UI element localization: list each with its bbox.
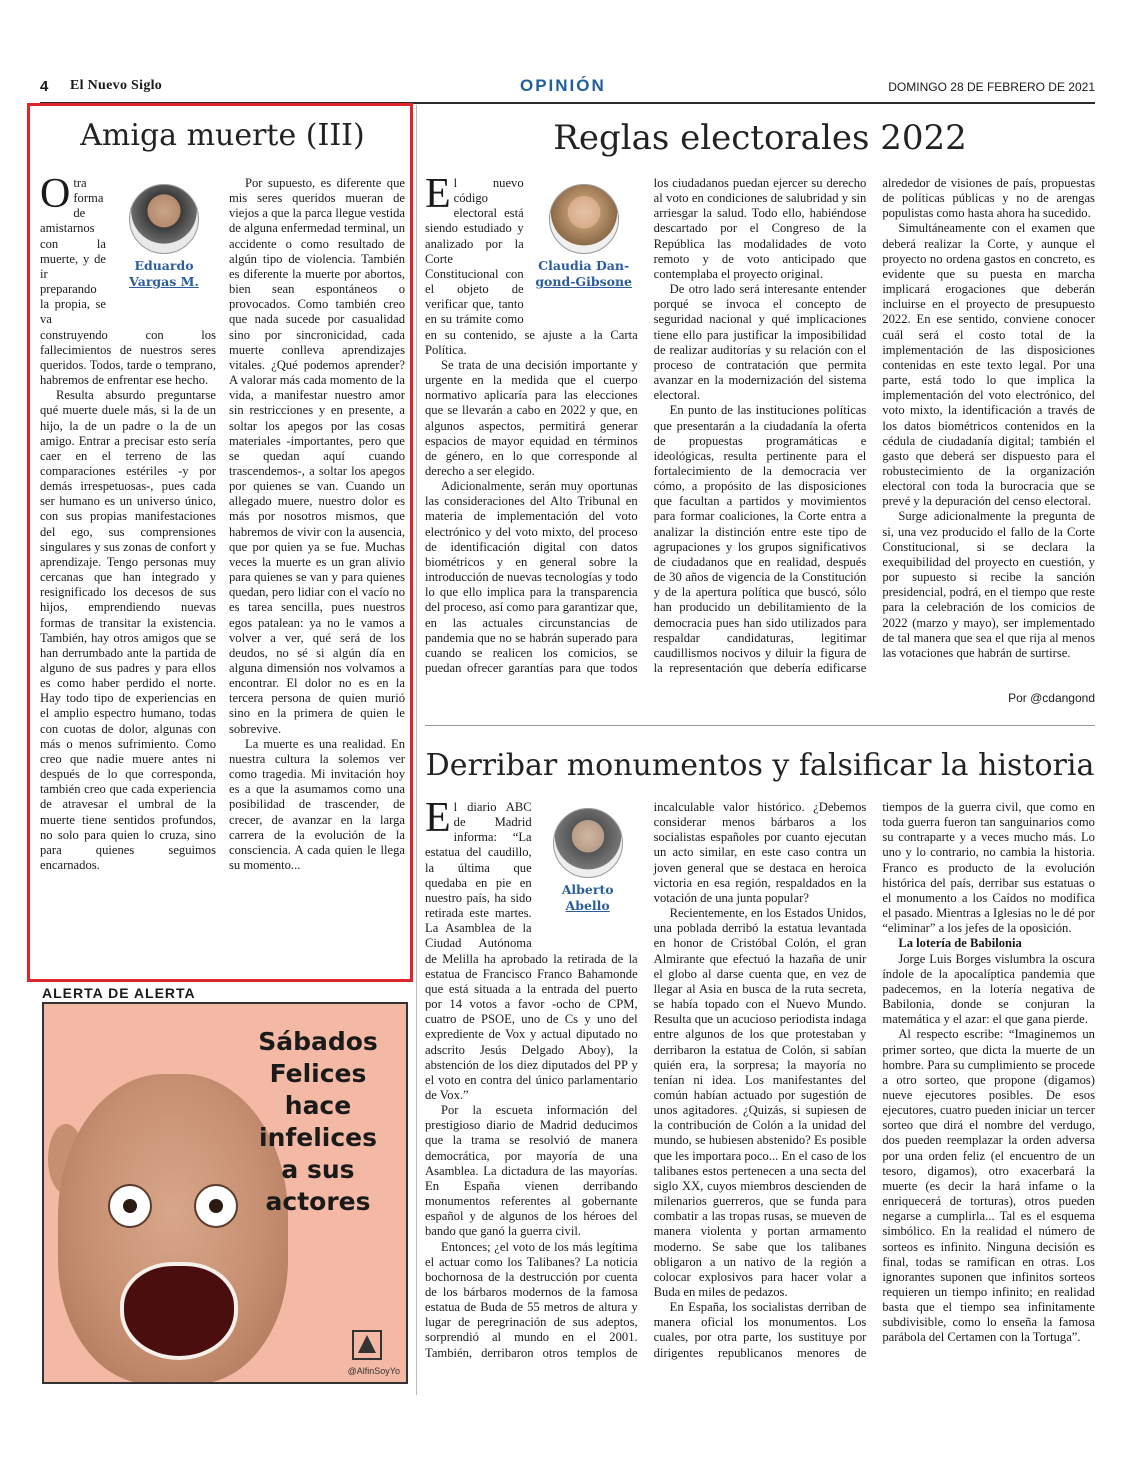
- author-name-line1: Claudia Dan-: [538, 258, 630, 273]
- author-name-line2: Abello: [565, 898, 610, 913]
- paragraph: Por la escueta información del prestigioso diario de Madrid deducimos que la trama se resolvió de manera democrática, por mayoría de una Asamblea. La dictadura de las mayorías. En España vienen derribando monumentos referentes al gobernante español y de algunos de los héroes del bando que ganó la guerra civil.: [425, 1103, 638, 1239]
- paragraph: Por supuesto, es diferente que mis seres queridos mueran de viejos a que la parca llegue vestida de alguna enfermedad terminal, un accidente o como resultado de algún tipo de violencia. También es diferente la muerte por abortos, bien sean espontáneos o provocados. Como también creo que nada sucede por casualidad sino por sincronicidad, cada muerte conlleva aprendizajes vitales. ¿Qué podemos aprender? A valorar más cada momento de la vida, a manifestar nuestro amor sin restricciones y en presente, a soltar los apegos por las cosas materiales -importantes, pero que se quedan aquí cuando trascendemos-, a soltar los apegos por quienes se van. Cuando un allegado muere, nuestro dolor es más por nosotros mismos, que habremos de vivir con la ausencia, que por quien ya se fue. Muchas veces la muerte es un gran alivio para quienes se van y para quienes quedan, pero lidiar con el vacío no es tarea sencilla, pues nuestros egos patalean: ya no le vamos a volver a ver, qué será de los deudos, no sé si algún día en alguna dimensión nos volvamos a encontrar. El dolor no es en la tercera persona de quien murió sino en la primera de quien le sobrevive.: [229, 176, 405, 736]
- paragraph: Se trata de una decisión importante y urgente en la medida que el cuerpo normativo aplicaría para las elecciones que se llevarán a cabo en 2022 y que, en algunos aspectos, permitirá generar espacios de mayor equidad en términos de género, en lo que corresponde al derecho a ser elegido.: [425, 357, 638, 478]
- paragraph: Entonces; ¿el voto de los más legítima el actuar como los Talibanes? La noticia bochornosa de la destrucción por cuenta de los bárbaros modernos de la famosa estatua de Buda de 55 metros de altura y lugar de peregrinación de sus adeptos, sorprendió al mundo en el 2001. También, derribaron otros templos de incalculable valor histórico. ¿Debemos considerar menos bárbaros a los socialistas españoles por cuanto ejecutan un acto similar, en este caso contra un joven general que se destaca en heroica victoria en esa región, respaldados en la votación de una junta popular?: [425, 800, 867, 1360]
- paragraph: Jorge Luis Borges vislumbra la oscura índole de la apocalíptica pandemia que padecemos, en la lotería negativa de Babilonia, donde se conjuran la matemática y el azar: el que gana pierde.: [882, 951, 1095, 1027]
- drop-cap: O: [40, 176, 71, 217]
- page-number: 4: [40, 78, 49, 95]
- author-box-alberto: [538, 800, 638, 938]
- article-separator: [425, 725, 1095, 726]
- author-name-line1: Alberto: [561, 882, 614, 897]
- mouth: [120, 1262, 238, 1360]
- article-title-reglas-electorales: Reglas electorales 2022: [553, 118, 967, 158]
- highlight-frame: [27, 103, 413, 982]
- article-title-derribar-monumentos: Derribar monumentos y falsificar la historia: [425, 748, 1095, 783]
- drop-cap: E: [425, 800, 451, 841]
- issue-date: DOMINGO 28 DE FEBRERO DE 2021: [888, 80, 1095, 94]
- paragraph: Otra forma de amistarnos con la muerte, y de ir preparando la propia, se va construyendo con los fallecimientos de nuestros seres queridos. Todos, tarde o temprano, habremos de enfrentar ese hecho.: [40, 176, 216, 388]
- subheading: La lotería de Babilonia: [898, 936, 1022, 951]
- author-photo: [549, 184, 619, 254]
- newspaper-name: El Nuevo Siglo: [70, 78, 163, 93]
- paragraph: En España, los socialistas derriban de manera oficial los monumentos. Los cuales, por otra parte, los sustituye por dirigentes republicanos menores de tiempos de la guerra civil, que como en toda guerra fueron tan sanguinarios como su contraparte y a veces mucho más. Lo uno y lo contrario, no cambia la historia. Franco es producto de la evolución histórica del país, derribar sus estatuas o el monumento a los Caídos no modifica el pasado. Mientras a Iglesias no le dé por “eliminar” a los jefes de la oposición.: [653, 800, 1095, 1360]
- article-body-derribar-monumentos: [425, 800, 1095, 1390]
- paragraph: Recientemente, en los Estados Unidos, una poblada derribó la estatua levantada en honor de Cristóbal Colón, el gran Almirante que efectuó la hazaña de unir el globo al darse cuenta que, en vez de llegar al Asia en busca de la ruta secreta, se había topado con el Nuevo Mundo. Resulta que un acucioso periodista indaga entre algunos de los que protestaban y derribaron la estatua de Colón, si sabían quién era, la sorpresa; la mayoría no tenían ni idea. Los manifestantes del común habían actuado por sugestión de unos agitadores. ¿Quizás, si supiesen de la contribución de Colón a la unidad del mundo, se hubiesen abstenido? Es posible que les importara poco... En el caso de los talibanes estos pertenecen a una secta del siglo XX, cuyos miembros descienden de milenarios guerreros, que se funda para combatir a las tropas rusas, se mueven de manera violenta y portan armamento moderno. Se sabe que los talibanes obligaron a un nativo de la región a colocar explosivos para hacer volar a Buda en miles de pedazos.: [653, 906, 867, 1299]
- paragraph: El diario ABC de Madrid informa: “La estatua del caudillo, la última que quedaba en pie en nuestro país, ha sido retirada este martes. La Asamblea de la Ciudad Autónoma de Melilla ha aprobado la retirada de la estatua de Francisco Franco Bahamonde que está situada a la entrada del puerto por 14 votos a favor -ocho de CPM, cuatro de PSOE, uno de Cs y uno del exprediente de Vox y actual diputado no adscrito Jesús Delgado Aboy), la abstención de los diez diputados del PP y el voto en contra del único parlamentario de Vox.”: [425, 800, 638, 1102]
- article-title-amiga-muerte: Amiga muerte (III): [80, 118, 365, 153]
- paragraph: Resulta absurdo preguntarse qué muerte duele más, si la de un hijo, la de un padre o la de un amigo. Entrar a precisar esto sería caer en el terreno de las comparaciones estériles -y por demás irrespetuosas-, pues cada ser humano es un universo único, con sus propias manifestaciones del ego, sus comprensiones singulares y sus zonas de confort y aprendizaje. Tengo personas muy cercanas que han integrado y resignificado los decesos de sus hijos, emprendiendo nuevas formas de transitar la existencia. También, hay otros amigos que se han derrumbado ante la partida de alguno de sus padres y para ellos es como haber perdido el norte. Hay todo tipo de experiencias en el amplio espectro humano, todas con cuotas de dolor, algunas con más o menos sufrimiento. Como creo que nadie muere antes ni después de lo que corresponda, también creo que cada experiencia de atravesar el umbral de la muerte tiene sentidos profundos, no solo para quien lo cruza, sino para quienes seguimos encarnados.: [40, 388, 216, 873]
- artist-logo-icon: [352, 1330, 382, 1360]
- author-name-line2: gond-Gibsone: [535, 274, 632, 289]
- eye-left: [108, 1184, 152, 1228]
- paragraph: En punto de las instituciones políticas que presentarán a la ciudadanía la oferta de propuestas programáticas e ideológicas, resulta pertinente para el fortalecimiento de la democracia ver cómo, a propósito de las disposiciones que facultan a partidos y movimientos para formar coaliciones, la Corte entra a analizar la distinción entre este tipo de agrupaciones y los grupos significativos de ciudadanos que en realidad, después de 30 años de vigencia de la Constitución y de la apertura política que buscó, sólo han producido un debilitamiento de la democracia pues han sido utilizados para respaldar candidaturas, legitimar caudillismos nocivos y diluir la figura de la representación que debería edificarse alrededor de visiones de país, propuestas de políticas públicas y no de arengas populistas como hasta ahora ha sucedido.: [653, 176, 1095, 675]
- cartoon-image: [42, 1002, 408, 1384]
- author-name-line2: Vargas M.: [129, 274, 199, 289]
- paragraph: Al respecto escribe: “Imaginemos un primer sorteo, que dicta la muerte de un hombre. Para su cumplimiento se procede a otro sorteo, que propone (digamos) nueve ejecutores posibles. De esos ejecutores, cuatro pueden iniciar un tercer sorteo que dirá el nombre del verdugo, dos pueden reemplazar la orden adversa por una orden feliz (el encuentro de un tesoro, digamos), otro exacerbará la muerte (es decir la hará infame o la enriquecerá de torturas), otros pueden negarse a cumplirla... Tal es el esquema simbólico. En la realidad el número de sorteos es infinito. Ninguna decisión es final, todas se ramifican en otras. Los ignorantes suponen que infinitos sorteos requieren un tiempo infinito; en realidad basta que el tiempo sea infinitamente subdivisible, como lo enseña la famosa parábola del Certamen con la Tortuga”.: [882, 1027, 1095, 1345]
- author-photo: [553, 808, 623, 878]
- article-body-reglas-electorales: [425, 176, 1095, 686]
- paragraph: De otro lado será interesante entender porqué se invoca el concepto de seguridad nacional y qué implicaciones tiene ello para justificar la imposibilidad de realizar auditorías y su relación con el proceso de contratación que permita avanzar en la modernización del sistema electoral.: [653, 282, 867, 403]
- drop-cap: E: [425, 176, 451, 217]
- author-box-claudia: [530, 176, 638, 314]
- cartoon-credit: @AlfinSoyYo: [347, 1366, 400, 1376]
- byline-twitter: Por @cdangond: [1008, 691, 1095, 705]
- page-header: [40, 78, 1095, 102]
- cartoon-section-title: ALERTA DE ALERTA: [42, 985, 196, 1001]
- paragraph: El nuevo código electoral está siendo estudiado y analizado por la Corte Constitucional con el objeto de verificar que, tanto en su trámite como en su contenido, se ajuste a la Carta Política.: [425, 176, 638, 357]
- section-title: OPINIÓN: [520, 76, 606, 95]
- paragraph: Adicionalmente, serán muy oportunas las consideraciones del Alto Tribunal en materia de implementación del voto electrónico y del voto mixto, del proceso de identificación digital con datos biométricos y en general sobre la introducción de nuevas tecnologías y todo lo que ello implica para la transparencia del proceso, así como para garantizar que, en las actuales circunstancias de pandemia que no se habrán superado para cuando se realicen los comicios, se puedan ofrecer garantías para que todos los ciudadanos puedan ejercer su derecho al voto en condiciones de salubridad y sin arriesgar la salud. Todo ello, habiéndose descartado por el Congreso de la República las modalidades de voto remoto y de voto anticipado que contemplaba el proyecto original.: [425, 176, 867, 675]
- column-divider: [416, 105, 417, 1395]
- paragraph: Simultáneamente con el examen que deberá realizar la Corte, y aunque el proyecto no ordena gastos en concreto, es evidente que su puesta en marcha implicará erogaciones que deberán incluirse en el proyecto de presupuesto 2022. En ese sentido, conviene conocer cuál será el costo total de la implementación de las disposiciones contenidas en este texto legal. Por una parte, está todo lo que implica la implementación del voto electrónico, del voto mixto, la identificación a través de los datos biométricos contenidos en la cédula de ciudadanía digital; también el gasto que deberá ser dispuesto para el robustecimiento de la organización electoral con toda la burocracia que se prevé y la depuración del censo electoral.: [882, 221, 1095, 509]
- author-name-line1: Eduardo: [134, 258, 194, 273]
- paragraph: La muerte es una realidad. En nuestra cultura la solemos ver como tragedia. Mi invitación hoy es a que la asumamos como una posibilidad de trascender, de crecer, de avanzar en la larga carrera de la evolución de la consciencia. A cada quien le llega su momento...: [229, 736, 405, 873]
- cartoon-caption: Sábados Felices hace infelices a sus actores: [258, 1027, 378, 1216]
- eye-right: [194, 1184, 238, 1228]
- paragraph: Surge adicionalmente la pregunta de si, una vez producido el fallo de la Corte Constitucional, si se declara la exequibilidad del proyecto en cuestión, y por supuesto si recibe la sanción presidencial, podrá, en el tiempo que reste para la celebración de los comicios de 2022 (marzo y mayo), ser implementado de tal manera que sea el que rija al menos las votaciones que habrán de surtirse.: [882, 509, 1095, 660]
